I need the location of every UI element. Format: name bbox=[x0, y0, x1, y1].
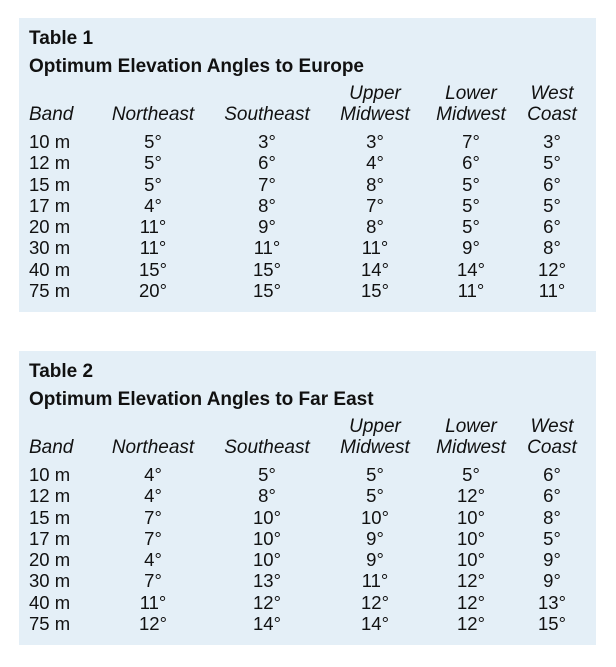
angle-cell: 5° bbox=[144, 173, 162, 195]
angle-cell: 12° bbox=[361, 591, 389, 613]
angle-cell: 6° bbox=[543, 485, 561, 507]
table-row bbox=[19, 152, 596, 173]
band-cell: 15 m bbox=[29, 506, 71, 528]
column-header-line1: Lower bbox=[445, 416, 497, 437]
column-header-line1 bbox=[29, 416, 99, 437]
angle-cell: 4° bbox=[144, 485, 162, 507]
angle-cell: 11° bbox=[139, 237, 167, 259]
angle-cell: 7° bbox=[144, 527, 162, 549]
table-1-panel bbox=[19, 18, 596, 312]
band-cell: 20 m bbox=[29, 216, 71, 238]
angle-cell: 11° bbox=[139, 591, 167, 613]
angle-cell: 5° bbox=[366, 464, 384, 485]
table-row bbox=[19, 259, 596, 280]
band-cell: 17 m bbox=[29, 527, 71, 549]
angle-cell: 15° bbox=[139, 258, 167, 280]
angle-cell: 6° bbox=[543, 216, 561, 238]
column-header-line1 bbox=[99, 83, 207, 104]
angle-cell: 5° bbox=[462, 216, 480, 238]
band-cell: 12 m bbox=[29, 152, 71, 174]
table-2-panel bbox=[19, 351, 596, 645]
angle-cell: 8° bbox=[258, 194, 276, 216]
band-cell: 30 m bbox=[29, 237, 71, 259]
column-header-west-coast bbox=[519, 83, 585, 125]
angle-cell: 4° bbox=[144, 464, 162, 485]
column-header-line2: Northeast bbox=[111, 104, 195, 125]
angle-cell: 6° bbox=[462, 152, 480, 174]
angle-cell: 11° bbox=[538, 280, 566, 302]
angle-cell: 5° bbox=[144, 152, 162, 174]
angle-cell: 5° bbox=[366, 485, 384, 507]
angle-cell: 9° bbox=[366, 527, 384, 549]
angle-cell: 5° bbox=[543, 194, 561, 216]
angle-cell: 13° bbox=[253, 570, 281, 592]
angle-cell: 10° bbox=[457, 549, 485, 571]
angle-cell: 10° bbox=[253, 527, 281, 549]
column-header-line1 bbox=[99, 416, 207, 437]
band-cell: 12 m bbox=[29, 485, 71, 507]
column-header-line1: West bbox=[530, 416, 574, 437]
angle-cell: 12° bbox=[139, 613, 167, 635]
column-header-line1 bbox=[29, 83, 99, 104]
column-header-southeast bbox=[207, 83, 327, 125]
column-header-line1: Lower bbox=[445, 83, 497, 104]
column-header-line2: Coast bbox=[527, 104, 577, 125]
column-header-lower-midwest bbox=[423, 416, 519, 458]
angle-cell: 12° bbox=[457, 570, 485, 592]
column-header-line1: Upper bbox=[349, 83, 401, 104]
angle-cell: 8° bbox=[543, 506, 561, 528]
angle-cell: 4° bbox=[144, 549, 162, 571]
angle-cell: 6° bbox=[258, 152, 276, 174]
table-row bbox=[19, 592, 596, 613]
band-cell: 10 m bbox=[29, 464, 71, 485]
table-title: Optimum Elevation Angles to Far East bbox=[29, 389, 374, 410]
table-title: Optimum Elevation Angles to Europe bbox=[29, 56, 364, 77]
angle-cell: 14° bbox=[457, 258, 485, 280]
angle-cell: 5° bbox=[462, 173, 480, 195]
angle-cell: 11° bbox=[361, 237, 389, 259]
angle-cell: 8° bbox=[366, 216, 384, 238]
column-header-northeast bbox=[99, 83, 207, 125]
angle-cell: 10° bbox=[253, 506, 281, 528]
table-row bbox=[19, 507, 596, 528]
angle-cell: 13° bbox=[538, 591, 566, 613]
angle-cell: 9° bbox=[543, 549, 561, 571]
angle-cell: 10° bbox=[361, 506, 389, 528]
table-row bbox=[19, 613, 596, 634]
angle-cell: 15° bbox=[253, 258, 281, 280]
table-row bbox=[19, 570, 596, 591]
angle-cell: 12° bbox=[457, 591, 485, 613]
table-row bbox=[19, 485, 596, 506]
column-header-line1: Upper bbox=[349, 416, 401, 437]
band-cell: 40 m bbox=[29, 258, 71, 280]
table-row bbox=[19, 528, 596, 549]
column-header-line1: West bbox=[530, 83, 574, 104]
angle-cell: 10° bbox=[457, 506, 485, 528]
angle-cell: 14° bbox=[361, 258, 389, 280]
column-header-line1 bbox=[207, 416, 327, 437]
angle-cell: 15° bbox=[253, 280, 281, 302]
column-header-line2: Midwest bbox=[340, 437, 410, 458]
angle-cell: 14° bbox=[361, 613, 389, 635]
angle-cell: 3° bbox=[366, 131, 384, 152]
band-cell: 15 m bbox=[29, 173, 71, 195]
column-header-southeast bbox=[207, 416, 327, 458]
band-cell: 40 m bbox=[29, 591, 71, 613]
column-header-upper-midwest bbox=[327, 83, 423, 125]
table-row bbox=[19, 216, 596, 237]
angle-cell: 8° bbox=[366, 173, 384, 195]
angle-cell: 9° bbox=[366, 549, 384, 571]
band-cell: 20 m bbox=[29, 549, 71, 571]
angle-cell: 12° bbox=[253, 591, 281, 613]
column-header-band bbox=[29, 83, 99, 125]
table-row bbox=[19, 195, 596, 216]
angle-cell: 4° bbox=[366, 152, 384, 174]
angle-cell: 5° bbox=[462, 194, 480, 216]
angle-cell: 5° bbox=[462, 464, 480, 485]
angle-cell: 4° bbox=[144, 194, 162, 216]
angle-cell: 3° bbox=[543, 131, 561, 152]
column-header-upper-midwest bbox=[327, 416, 423, 458]
column-header-northeast bbox=[99, 416, 207, 458]
angle-cell: 15° bbox=[361, 280, 389, 302]
band-cell: 75 m bbox=[29, 280, 71, 302]
angle-cell: 5° bbox=[543, 152, 561, 174]
angle-cell: 11° bbox=[361, 570, 389, 592]
angle-cell: 5° bbox=[258, 464, 276, 485]
angle-cell: 6° bbox=[543, 464, 561, 485]
band-cell: 30 m bbox=[29, 570, 71, 592]
angle-cell: 14° bbox=[253, 613, 281, 635]
angle-cell: 9° bbox=[258, 216, 276, 238]
angle-cell: 9° bbox=[462, 237, 480, 259]
column-header-line2: Midwest bbox=[436, 437, 506, 458]
column-header-line2: Midwest bbox=[436, 104, 506, 125]
angle-cell: 11° bbox=[457, 280, 485, 302]
angle-cell: 7° bbox=[144, 570, 162, 592]
angle-cell: 3° bbox=[258, 131, 276, 152]
column-header-line2: Southeast bbox=[224, 437, 310, 458]
table-body bbox=[19, 131, 596, 301]
column-header-band bbox=[29, 416, 99, 458]
angle-cell: 7° bbox=[462, 131, 480, 152]
band-cell: 75 m bbox=[29, 613, 71, 635]
angle-cell: 9° bbox=[543, 570, 561, 592]
angle-cell: 7° bbox=[258, 173, 276, 195]
table-row bbox=[19, 174, 596, 195]
angle-cell: 8° bbox=[258, 485, 276, 507]
table-number: Table 1 bbox=[29, 28, 94, 49]
angle-cell: 5° bbox=[543, 527, 561, 549]
table-row bbox=[19, 280, 596, 301]
angle-cell: 12° bbox=[457, 485, 485, 507]
table-row bbox=[19, 549, 596, 570]
column-header-line2: Band bbox=[29, 104, 74, 125]
table-row bbox=[19, 131, 596, 152]
table-row bbox=[19, 237, 596, 258]
angle-cell: 7° bbox=[366, 194, 384, 216]
column-header-line2: Midwest bbox=[340, 104, 410, 125]
angle-cell: 8° bbox=[543, 237, 561, 259]
column-header-line2: Northeast bbox=[111, 437, 195, 458]
angle-cell: 6° bbox=[543, 173, 561, 195]
angle-cell: 20° bbox=[139, 280, 167, 302]
angle-cell: 12° bbox=[538, 258, 566, 280]
angle-cell: 15° bbox=[538, 613, 566, 635]
table-number: Table 2 bbox=[29, 361, 94, 382]
angle-cell: 7° bbox=[144, 506, 162, 528]
angle-cell: 11° bbox=[253, 237, 281, 259]
angle-cell: 10° bbox=[457, 527, 485, 549]
column-header-line1 bbox=[207, 83, 327, 104]
table-body bbox=[19, 464, 596, 634]
column-header-line2: Southeast bbox=[224, 104, 310, 125]
band-cell: 17 m bbox=[29, 194, 71, 216]
column-header-line2: Coast bbox=[527, 437, 577, 458]
column-header-lower-midwest bbox=[423, 83, 519, 125]
column-header-west-coast bbox=[519, 416, 585, 458]
angle-cell: 12° bbox=[457, 613, 485, 635]
angle-cell: 10° bbox=[253, 549, 281, 571]
band-cell: 10 m bbox=[29, 131, 71, 152]
table-row bbox=[19, 464, 596, 485]
column-header-line2: Band bbox=[29, 437, 74, 458]
angle-cell: 5° bbox=[144, 131, 162, 152]
angle-cell: 11° bbox=[139, 216, 167, 238]
